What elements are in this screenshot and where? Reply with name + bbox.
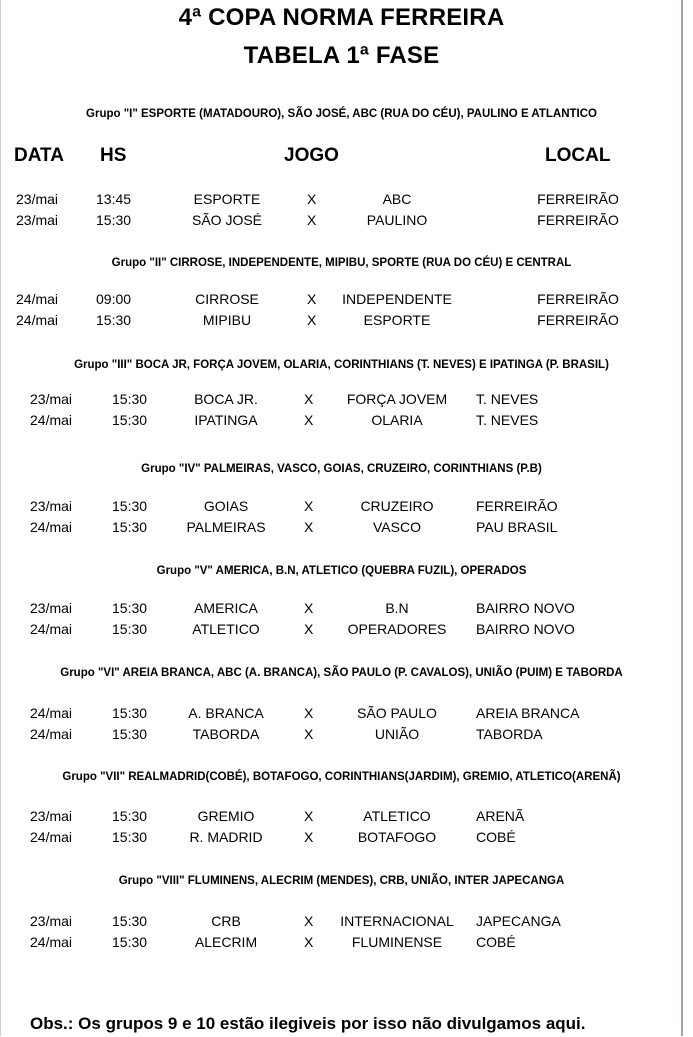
match-local: FERREIRÃO xyxy=(537,212,619,228)
match-time: 15:30 xyxy=(112,519,148,535)
match-time: 15:30 xyxy=(112,829,148,845)
group-title: Grupo "I" ESPORTE (MATADOURO), SÃO JOSÉ, ABC (RUA DO CÉU), PAULINO E ATLANTICO xyxy=(86,108,597,120)
match-time: 15:30 xyxy=(112,412,148,428)
match-local: COBÉ xyxy=(476,829,516,845)
match-date: 23/mai xyxy=(30,498,73,514)
match-versus: X xyxy=(304,808,314,824)
match-date: 24/mai xyxy=(30,621,73,637)
match-home-team: PALMEIRAS xyxy=(186,519,266,535)
match-local: FERREIRÃO xyxy=(537,191,619,207)
match-home-team: TABORDA xyxy=(192,726,260,742)
match-home-team: ATLETICO xyxy=(192,621,260,637)
match-away-team: INTERNACIONAL xyxy=(340,913,454,929)
match-away-team: BOTAFOGO xyxy=(357,829,437,845)
header-game: JOGO xyxy=(284,145,339,166)
match-local: FERREIRÃO xyxy=(476,498,558,514)
match-time: 15:30 xyxy=(96,212,132,228)
match-local: T. NEVES xyxy=(476,391,539,407)
match-versus: X xyxy=(304,934,314,950)
match-versus: X xyxy=(304,726,314,742)
group-title: Grupo "III" BOCA JR, FORÇA JOVEM, OLARIA, CORINTHIANS (T. NEVES) E IPATINGA (P. BRASIL) xyxy=(74,359,609,371)
match-date: 24/mai xyxy=(30,726,73,742)
match-versus: X xyxy=(304,913,314,929)
match-home-team: CIRROSE xyxy=(195,291,259,307)
match-home-team: A. BRANCA xyxy=(188,705,264,721)
match-home-team: GREMIO xyxy=(197,808,255,824)
group-title: Grupo "VII" REALMADRID(COBÉ), BOTAFOGO, CORINTHIANS(JARDIM), GREMIO, ATLETICO(ARENÃ) xyxy=(62,771,621,783)
match-home-team: BOCA JR. xyxy=(194,391,258,407)
header-time: HS xyxy=(100,145,127,166)
match-away-team: UNIÃO xyxy=(374,726,420,742)
match-local: COBÉ xyxy=(476,934,516,950)
match-versus: X xyxy=(304,412,314,428)
match-away-team: OPERADORES xyxy=(347,621,447,637)
match-versus: X xyxy=(304,705,314,721)
match-date: 23/mai xyxy=(30,600,73,616)
group-title: Grupo "V" AMERICA, B.N, ATLETICO (QUEBRA FUZIL), OPERADOS xyxy=(156,565,527,577)
match-home-team: SÃO JOSÉ xyxy=(191,212,263,228)
match-away-team: ATLETICO xyxy=(363,808,431,824)
match-time: 15:30 xyxy=(112,621,148,637)
match-away-team: FORÇA JOVEM xyxy=(346,391,448,407)
match-local: FERREIRÃO xyxy=(537,312,619,328)
match-date: 23/mai xyxy=(16,212,59,228)
match-local: T. NEVES xyxy=(476,412,539,428)
match-away-team: SÃO PAULO xyxy=(357,705,437,721)
match-time: 15:30 xyxy=(112,498,148,514)
match-versus: X xyxy=(304,519,314,535)
match-versus: X xyxy=(307,312,317,328)
match-away-team: INDEPENDENTE xyxy=(342,291,452,307)
match-date: 23/mai xyxy=(30,391,73,407)
match-local: BAIRRO NOVO xyxy=(476,600,575,616)
group-title: Grupo "VIII" FLUMINENS, ALECRIM (MENDES), CRB, UNIÃO, INTER JAPECANGA xyxy=(118,875,565,887)
match-local: ARENÃ xyxy=(476,808,525,824)
match-home-team: ESPORTE xyxy=(193,191,261,207)
match-date: 24/mai xyxy=(30,705,73,721)
match-home-team: R. MADRID xyxy=(189,829,263,845)
match-home-team: AMERICA xyxy=(194,600,258,616)
match-time: 15:30 xyxy=(112,808,148,824)
match-away-team: PAULINO xyxy=(366,212,428,228)
match-local: AREIA BRANCA xyxy=(476,705,580,721)
match-date: 23/mai xyxy=(16,191,59,207)
match-versus: X xyxy=(304,498,314,514)
match-versus: X xyxy=(304,600,314,616)
match-time: 15:30 xyxy=(112,913,148,929)
match-date: 24/mai xyxy=(16,291,59,307)
page-subtitle: TABELA 1ª FASE xyxy=(243,42,440,69)
header-date: DATA xyxy=(14,145,64,166)
match-time: 13:45 xyxy=(96,191,132,207)
match-time: 15:30 xyxy=(112,600,148,616)
match-versus: X xyxy=(307,191,317,207)
header-local: LOCAL xyxy=(545,145,611,166)
match-away-team: B.N xyxy=(385,600,409,616)
match-away-team: ABC xyxy=(382,191,412,207)
observation-note: Obs.: Os grupos 9 e 10 estão ilegiveis por isso não divulgamos aqui. xyxy=(30,1014,586,1033)
match-away-team: OLARIA xyxy=(371,412,423,428)
match-versus: X xyxy=(304,391,314,407)
match-local: JAPECANGA xyxy=(476,913,561,929)
match-time: 15:30 xyxy=(112,934,148,950)
match-versus: X xyxy=(307,291,317,307)
match-versus: X xyxy=(304,829,314,845)
match-time: 09:00 xyxy=(96,291,132,307)
match-local: FERREIRÃO xyxy=(537,291,619,307)
match-time: 15:30 xyxy=(112,391,148,407)
match-date: 24/mai xyxy=(30,829,73,845)
match-time: 15:30 xyxy=(112,726,148,742)
match-versus: X xyxy=(307,212,317,228)
match-time: 15:30 xyxy=(112,705,148,721)
match-home-team: IPATINGA xyxy=(194,412,258,428)
match-away-team: CRUZEIRO xyxy=(360,498,434,514)
group-title: Grupo "VI" AREIA BRANCA, ABC (A. BRANCA), SÃO PAULO (P. CAVALOS), UNIÃO (PUIM) E TABORDA xyxy=(60,667,623,679)
match-date: 24/mai xyxy=(16,312,59,328)
match-home-team: CRB xyxy=(211,913,241,929)
match-home-team: ALECRIM xyxy=(194,934,258,950)
match-home-team: GOIAS xyxy=(203,498,249,514)
group-title: Grupo "II" CIRROSE, INDEPENDENTE, MIPIBU, SPORTE (RUA DO CÉU) E CENTRAL xyxy=(111,257,572,269)
match-date: 24/mai xyxy=(30,412,73,428)
match-date: 24/mai xyxy=(30,934,73,950)
match-date: 23/mai xyxy=(30,913,73,929)
match-away-team: ESPORTE xyxy=(363,312,431,328)
match-local: TABORDA xyxy=(476,726,543,742)
match-away-team: FLUMINENSE xyxy=(351,934,443,950)
match-local: PAU BRASIL xyxy=(476,519,558,535)
group-title: Grupo "IV" PALMEIRAS, VASCO, GOIAS, CRUZEIRO, CORINTHIANS (P.B) xyxy=(141,463,542,475)
match-time: 15:30 xyxy=(96,312,132,328)
page-title: 4ª COPA NORMA FERREIRA xyxy=(178,4,505,31)
match-date: 23/mai xyxy=(30,808,73,824)
match-home-team: MIPIBU xyxy=(202,312,252,328)
match-away-team: VASCO xyxy=(373,519,421,535)
match-local: BAIRRO NOVO xyxy=(476,621,575,637)
match-date: 24/mai xyxy=(30,519,73,535)
match-versus: X xyxy=(304,621,314,637)
